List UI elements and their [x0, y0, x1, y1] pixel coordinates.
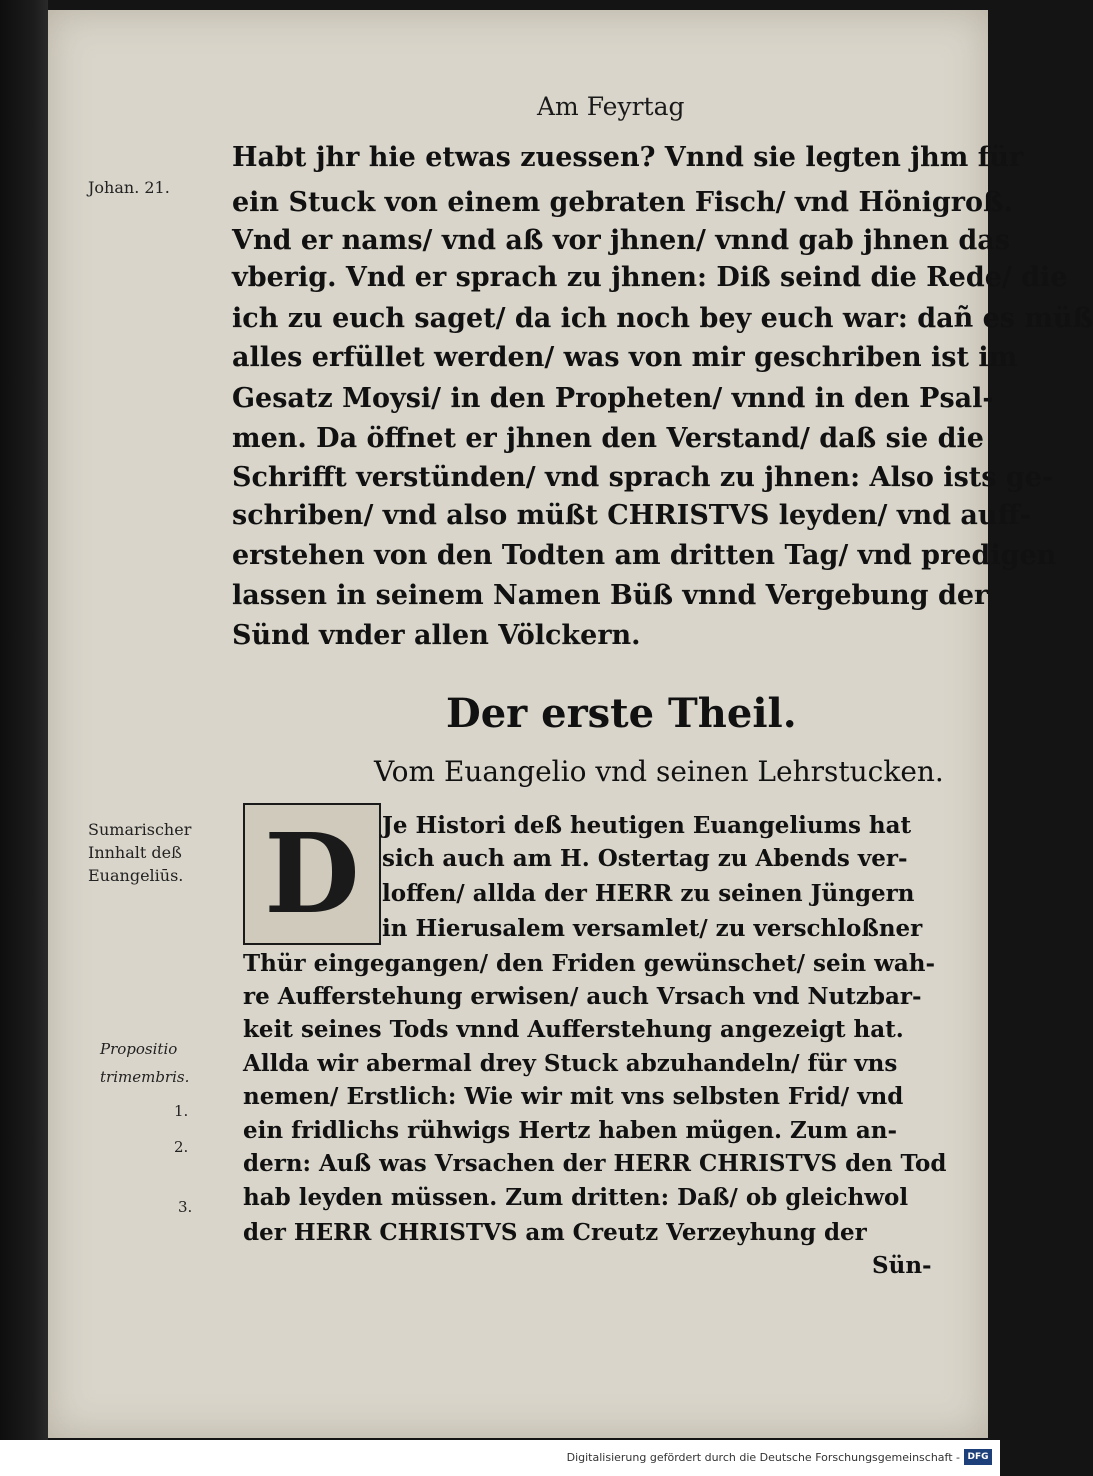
running-head: Am Feyrtag: [537, 92, 685, 121]
body-line: Habt jhr hie etwas zuessen? Vnnd sie legten jhm für: [232, 142, 1024, 173]
body-line: nemen/ Erstlich: Wie wir mit vns selbsten Frid/ vnd: [243, 1083, 904, 1110]
margin-summary-line: Sumarischer: [88, 820, 192, 839]
dfg-logo: DFG: [964, 1449, 992, 1465]
body-line: in Hierusalem versamlet/ zu verschloßner: [382, 915, 923, 942]
body-line: schriben/ vnd also müßt CHRISTVS leyden/ vnd auff-: [232, 500, 1031, 531]
section-title: Der erste Theil.: [446, 690, 797, 737]
body-line: hab leyden müssen. Zum dritten: Daß/ ob gleichwol: [243, 1184, 909, 1211]
drop-cap-letter: D: [264, 809, 360, 938]
margin-propositio: Propositio: [100, 1040, 178, 1058]
body-line: Vnd er nams/ vnd aß vor jhnen/ vnnd gab jhnen das: [232, 225, 1010, 256]
body-line: sich auch am H. Ostertag zu Abends ver-: [382, 845, 908, 872]
funding-credit: Digitalisierung gefördert durch die Deutsche Forschungsgemeinschaft -: [566, 1451, 960, 1464]
body-line: Je Histori deß heutigen Euangeliums hat: [382, 812, 912, 839]
margin-propositio: trimembris.: [100, 1068, 190, 1086]
body-line: Thür eingegangen/ den Friden gewünschet/ sein wah-: [243, 950, 936, 977]
body-line: erstehen von den Todten am dritten Tag/ vnd predigen: [232, 540, 1057, 571]
margin-number: 1.: [174, 1102, 189, 1120]
margin-summary-line: Euangeliūs.: [88, 866, 184, 885]
body-line: ein Stuck von einem gebraten Fisch/ vnd Hönigroß.: [232, 187, 1013, 218]
body-line: loffen/ allda der HERR zu seinen Jüngern: [382, 880, 915, 907]
body-line: Gesatz Moysi/ in den Propheten/ vnnd in den Psal-: [232, 383, 994, 414]
body-line: men. Da öffnet er jhnen den Verstand/ daß sie die: [232, 423, 984, 454]
body-line: Sünd vnder allen Völckern.: [232, 620, 641, 651]
margin-number: 3.: [178, 1198, 193, 1216]
section-subtitle: Vom Euangelio vnd seinen Lehrstucken.: [374, 755, 944, 788]
body-line: Schrifft verstünden/ vnd sprach zu jhnen: Also ists ge-: [232, 462, 1054, 493]
body-line: re Aufferstehung erwisen/ auch Vrsach vnd Nutzbar-: [243, 983, 922, 1010]
body-line: keit seines Tods vnnd Aufferstehung angezeigt hat.: [243, 1016, 904, 1043]
margin-number: 2.: [174, 1138, 189, 1156]
catchword: Sün-: [872, 1252, 932, 1279]
body-line: ein fridlichs rühwigs Hertz haben mügen. Zum an-: [243, 1117, 898, 1144]
body-line: ich zu euch saget/ da ich noch bey euch war: dañ es müß: [232, 303, 1093, 334]
body-line: alles erfüllet werden/ was von mir geschriben ist im: [232, 342, 1018, 373]
facing-page-edge: [0, 0, 48, 1440]
body-line: vberig. Vnd er sprach zu jhnen: Diß seind die Rede/ die: [232, 262, 1068, 293]
footer-bar: [0, 1440, 1000, 1476]
body-line: dern: Auß was Vrsachen der HERR CHRISTVS den Tod: [243, 1150, 947, 1177]
margin-summary-line: Innhalt deß: [88, 843, 182, 862]
body-line: der HERR CHRISTVS am Creutz Verzeyhung der: [243, 1219, 867, 1246]
decorated-initial: [243, 803, 381, 945]
body-line: Allda wir abermal drey Stuck abzuhandeln/ für vns: [243, 1050, 898, 1077]
body-line: lassen in seinem Namen Büß vnnd Vergebung der: [232, 580, 989, 611]
margin-reference: Johan. 21.: [88, 178, 170, 197]
